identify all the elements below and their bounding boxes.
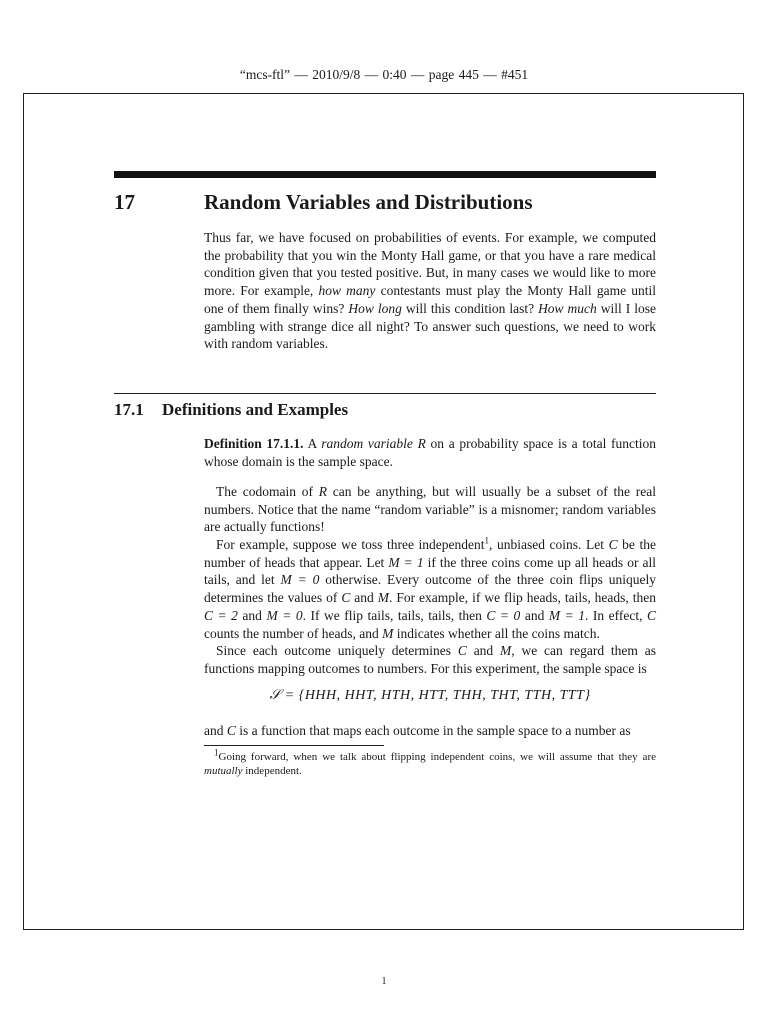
math-variable: R bbox=[417, 436, 426, 451]
body-paragraph: and C is a function that maps each outcome in the sample space to a number as bbox=[204, 723, 631, 738]
emphasis: how many bbox=[318, 283, 376, 299]
section-number: 17.1 bbox=[114, 400, 144, 419]
chapter-rule bbox=[114, 171, 656, 178]
body-paragraph: For example, suppose we toss three independent$^1$, unbiased coins. Let C be the number of heads that appear. Let M = 1 if the three coins come up all heads or all tails, and let M = 0 otherwise. Every outcome of the three coin flips uniquely determines the values of C and M. For example, if we flip heads, tails, heads, then C = 2 and M = 0. If we flip tails, tails, tails, then C = 0 and M = 1. In effect, C counts the number of heads, and M indicates whether all the coins match. bbox=[204, 535, 657, 641]
definition-block: Definition 17.1.1. A random variable R on a probability space is a total function whose domain is the sample space. bbox=[204, 436, 656, 469]
footnote-rule bbox=[204, 745, 384, 746]
running-header: “mcs-ftl” — 2010/9/8 — 0:40 — page 445 — #451 bbox=[239, 67, 529, 82]
section-title: Definitions and Examples bbox=[162, 400, 349, 419]
definition-label: Definition 17.1.1. bbox=[204, 436, 304, 451]
sample-space-equation: 𝒮 = {HHH, HHT, HTH, HTT, THH, THT, TTH, TTT} bbox=[269, 688, 591, 703]
footnote-mark: 1 bbox=[214, 747, 219, 758]
emphasis: How long bbox=[348, 300, 402, 316]
emphasis: How much bbox=[538, 300, 597, 316]
footnote: $^1$Going forward, when we talk about flipping independent coins, we will assume that they are mutually independent. bbox=[204, 747, 656, 777]
chapter-number: 17 bbox=[114, 190, 135, 214]
footnote-marker[interactable]: 1 bbox=[484, 535, 490, 546]
body-paragraph: Since each outcome uniquely determines C and M, we can regard them as functions mapping outcomes to numbers. For this experiment, the sample space is bbox=[204, 643, 656, 676]
page-number: 1 bbox=[381, 976, 387, 987]
chapter-title: Random Variables and Distributions bbox=[204, 190, 533, 214]
body-paragraph: The codomain of R can be anything, but will usually be a subset of the real numbers. Notice that the name “random variable” is a misnomer; random variables are actually functions! bbox=[204, 484, 656, 535]
section-rule bbox=[114, 393, 656, 394]
emphasis: mutually bbox=[204, 765, 243, 777]
defined-term: random variable bbox=[321, 436, 413, 451]
intro-paragraph: Thus far, we have focused on probabilities of events. For example, we computed the probability that you win the Monty Hall game, or that you have a rare medical condition given that you tested positive. But, in many cases we would like to more more. For example, how many contestants must play the Monty Hall game until one of them finally wins? How long will this condition last? How much will I lose gambling with strange dice all night? To answer such questions, we need to work with random variables. bbox=[204, 230, 656, 352]
